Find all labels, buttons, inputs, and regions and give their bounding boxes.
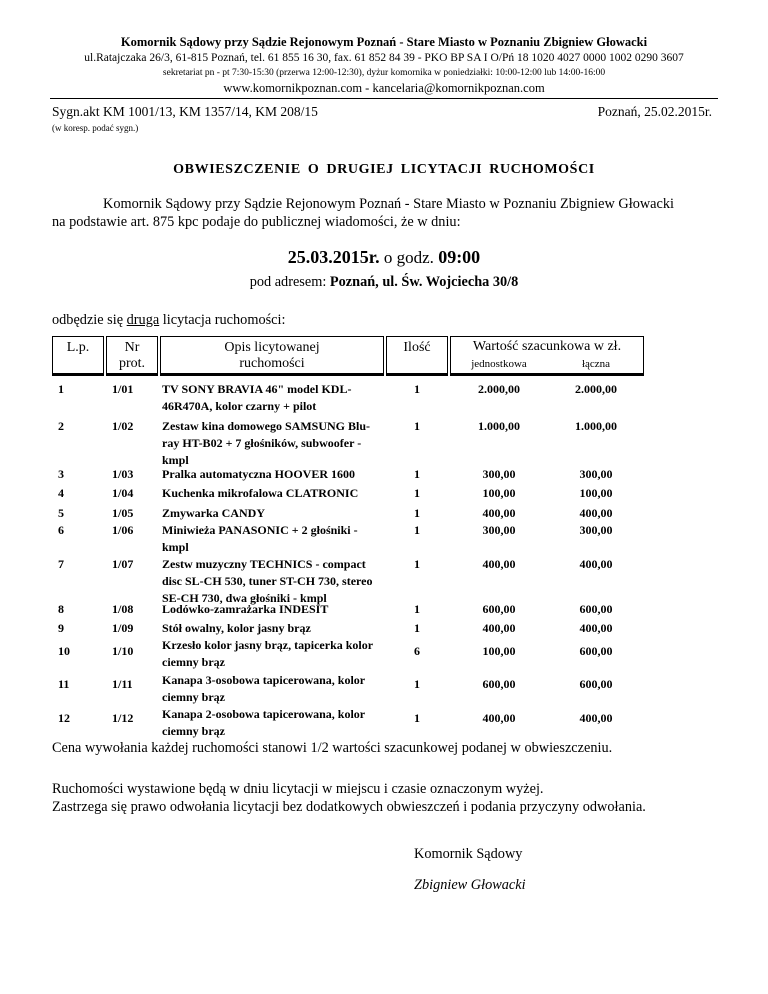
row-ilosc: 1 [414, 506, 420, 520]
row-jednostkowa: 400,00 [482, 711, 516, 725]
auction-address [0, 274, 768, 291]
row-jednostkowa: 1.000,00 [478, 419, 520, 433]
row-lp: 5 [58, 506, 64, 520]
row-ilosc: 1 [414, 467, 420, 481]
row-lp: 1 [58, 382, 64, 396]
address-label: pod adresem: [249, 274, 330, 290]
header-lp: L.p. [66, 340, 90, 355]
row-opis: Stół owalny, kolor jasny brąz [162, 621, 311, 635]
header-jednostkowa: jednostkowa [471, 358, 527, 370]
cancellation-note: Zastrzega się prawo odwołania licytacji bez dodatkowych obwieszczeń i podania przyczyny odwołania. [52, 799, 646, 815]
row-ilosc: 1 [414, 523, 420, 537]
row-laczna: 1.000,00 [575, 419, 617, 433]
intro-line-2: na podstawie art. 875 kpc podaje do publicznej wiadomości, że w dniu: [52, 214, 461, 230]
row-nr: 1/08 [112, 602, 134, 616]
starting-price-note: Cena wywołania każdej ruchomości stanowi 1/2 wartości szacunkowej podanej w obwieszczeniu. [52, 740, 613, 756]
signature-role: Komornik Sądowy [414, 846, 523, 862]
before-text-part1: odbędzie się [52, 312, 127, 328]
row-laczna: 2.000,00 [575, 382, 617, 396]
row-ilosc: 6 [414, 644, 420, 658]
row-laczna: 300,00 [579, 467, 613, 481]
header-nr-2: prot. [118, 356, 146, 371]
row-laczna: 400,00 [579, 557, 613, 571]
auction-time: 09:00 [438, 247, 481, 267]
header-nr-1: Nr [124, 340, 140, 355]
row-nr: 1/07 [112, 557, 134, 571]
row-laczna: 600,00 [579, 644, 613, 658]
row-jednostkowa: 100,00 [482, 644, 516, 658]
row-lp: 8 [58, 602, 64, 616]
row-jednostkowa: 100,00 [482, 486, 516, 500]
row-lp: 11 [58, 677, 70, 691]
letterhead-name: Komornik Sądowy przy Sądzie Rejonowym Poznań - Stare Miasto w Poznaniu Zbigniew Głowacki [120, 35, 648, 49]
header-divider [50, 98, 718, 99]
row-nr: 1/02 [112, 419, 134, 433]
place-date: Poznań, 25.02.2015r. [597, 104, 712, 119]
header-opis-1: Opis licytowanej [224, 340, 320, 355]
row-nr: 1/05 [112, 506, 134, 520]
signature-name: Zbigniew Głowacki [414, 877, 526, 893]
row-ilosc: 1 [414, 621, 420, 635]
row-laczna: 600,00 [579, 677, 613, 691]
row-opis: Zmywarka CANDY [162, 506, 265, 520]
auction-at-label: o godz. [379, 248, 439, 267]
document-title: OBWIESZCZENIE O DRUGIEJ LICYTACJI RUCHOMOŚCI [173, 162, 595, 177]
row-ilosc: 1 [414, 677, 420, 691]
row-opis: Miniwieża PANASONIC + 2 głośniki - kmpl [162, 523, 358, 554]
row-lp: 7 [58, 557, 64, 571]
row-opis: Zestaw kina domowego SAMSUNG Blu-ray HT-B02 + 7 głośników, subwoofer - kmpl [162, 419, 371, 467]
row-opis: TV SONY BRAVIA 46" model KDL-46R470A, kolor czarny + pilot [162, 382, 352, 413]
header-wartosc: Wartość szacunkowa w zł. [472, 339, 622, 354]
row-opis: Kanapa 2-osobowa tapicerowana, kolor ciemny brąz [162, 707, 365, 738]
row-laczna: 600,00 [579, 602, 613, 616]
letterhead-address: ul.Ratajczaka 26/3, 61-815 Poznań, tel. 61 855 16 30, fax. 61 852 84 39 - PKO BP SA I O/Pń 18 1020 4027 0000 1002 0290 3607 [84, 52, 684, 64]
before-table-text [52, 312, 285, 329]
row-jednostkowa: 400,00 [482, 557, 516, 571]
letterhead-contact: www.komornikpoznan.com - kancelaria@komornikpoznan.com [223, 81, 545, 95]
before-text-underlined: druga [126, 312, 160, 328]
header-ilosc: Ilość [403, 340, 431, 355]
before-text-part2: licytacja ruchomości: [159, 312, 286, 328]
row-laczna: 400,00 [579, 621, 613, 635]
row-nr: 1/01 [112, 382, 134, 396]
row-lp: 6 [58, 523, 64, 537]
case-reference: Sygn.akt KM 1001/13, KM 1357/14, KM 208/15 [52, 104, 318, 119]
row-jednostkowa: 600,00 [482, 602, 516, 616]
row-lp: 10 [58, 644, 70, 658]
reference-note: (w koresp. podać sygn.) [52, 123, 139, 133]
row-ilosc: 1 [414, 382, 420, 396]
row-ilosc: 1 [414, 486, 420, 500]
row-jednostkowa: 600,00 [482, 677, 516, 691]
row-nr: 1/06 [112, 523, 134, 537]
auction-datetime [0, 247, 768, 268]
row-jednostkowa: 300,00 [482, 523, 516, 537]
auction-date: 25.03.2015r. [287, 247, 380, 267]
row-laczna: 400,00 [579, 711, 613, 725]
display-note: Ruchomości wystawione będą w dniu licytacji w miejscu i czasie oznaczonym wyżej. [52, 781, 544, 797]
row-nr: 1/12 [112, 711, 134, 725]
header-opis-2: ruchomości [239, 356, 305, 371]
row-nr: 1/10 [112, 644, 134, 658]
row-laczna: 400,00 [579, 506, 613, 520]
row-lp: 3 [58, 467, 64, 481]
row-jednostkowa: 400,00 [482, 506, 516, 520]
row-opis: Zestw muzyczny TECHNICS - compact disc SL-CH 530, tuner ST-CH 730, stereo SE-CH 730, dwa głośniki - kmpl [162, 557, 373, 605]
row-laczna: 100,00 [579, 486, 613, 500]
row-opis: Krzesło kolor jasny brąz, tapicerka kolor ciemny brąz [162, 638, 373, 669]
row-opis: Pralka automatyczna HOOVER 1600 [162, 467, 355, 481]
row-nr: 1/03 [112, 467, 134, 481]
row-nr: 1/11 [112, 677, 133, 691]
row-laczna: 300,00 [579, 523, 613, 537]
row-ilosc: 1 [414, 602, 420, 616]
row-jednostkowa: 300,00 [482, 467, 516, 481]
row-jednostkowa: 2.000,00 [478, 382, 520, 396]
row-lp: 12 [58, 711, 70, 725]
row-lp: 9 [58, 621, 64, 635]
row-ilosc: 1 [414, 711, 420, 725]
row-lp: 4 [58, 486, 64, 500]
letterhead-hours: sekretariat pn - pt 7:30-15:30 (przerwa 12:00-12:30), dyżur komornika w poniedziałki: 10:00-12:00 lub 14:00-16:00 [162, 68, 606, 78]
row-ilosc: 1 [414, 557, 420, 571]
row-jednostkowa: 400,00 [482, 621, 516, 635]
address-value: Poznań, ul. Św. Wojciecha 30/8 [329, 274, 519, 290]
row-nr: 1/09 [112, 621, 134, 635]
row-opis: Kuchenka mikrofalowa CLATRONIC [162, 486, 359, 500]
row-opis: Kanapa 3-osobowa tapicerowana, kolor ciemny brąz [162, 673, 365, 704]
row-lp: 2 [58, 419, 64, 433]
row-ilosc: 1 [414, 419, 420, 433]
row-nr: 1/04 [112, 486, 134, 500]
row-opis: Lodówko-zamrażarka INDESIT [162, 602, 329, 616]
intro-line-1: Komornik Sądowy przy Sądzie Rejonowym Poznań - Stare Miasto w Poznaniu Zbigniew Głowacki [103, 196, 674, 212]
header-laczna: łączna [581, 358, 611, 370]
